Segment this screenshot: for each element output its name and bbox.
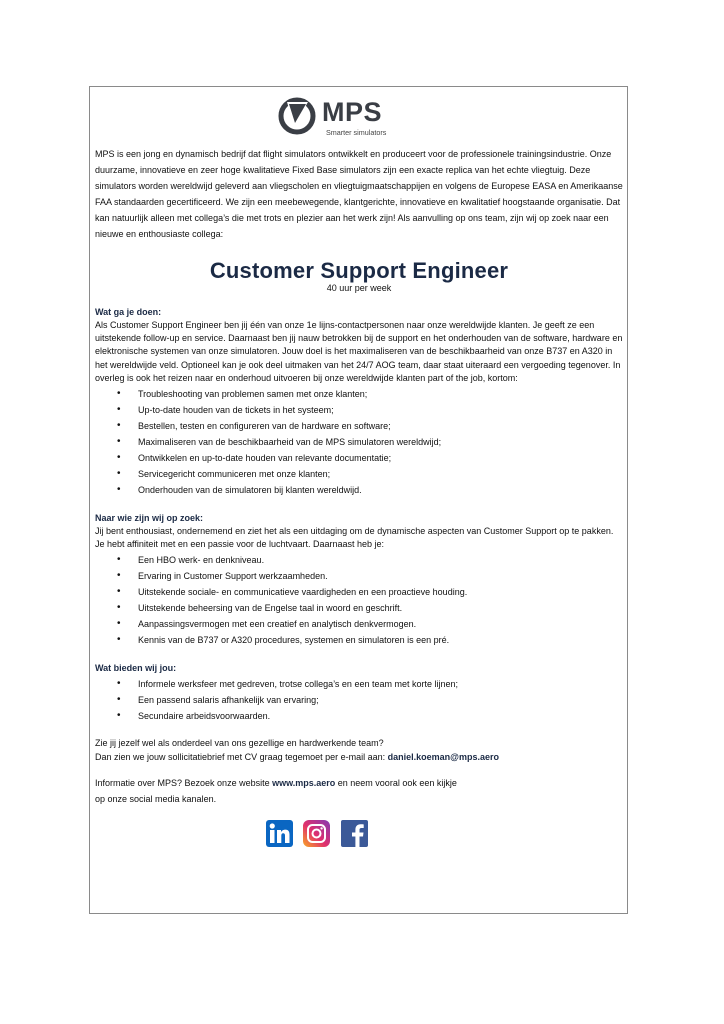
- offer-list: [95, 676, 623, 724]
- info-line-1: [95, 777, 623, 791]
- job-hours: 40 uur per week: [326, 283, 392, 293]
- spacer: [95, 498, 623, 511]
- list-item: • Een passend salaris afhankelijk van ervaring;: [95, 692, 623, 708]
- list-item: • Uitstekende sociale- en communicatieve vaardigheden en een proactieve houding.: [95, 584, 623, 600]
- list-item: • Een HBO werk- en denkniveau.: [95, 552, 623, 568]
- list-item: • Aanpassingsvermogen met een creatief en analytisch denkvermogen.: [95, 616, 623, 632]
- list-item: • Bestellen, testen en configureren van de hardware en software;: [95, 418, 623, 434]
- facebook-icon[interactable]: [341, 820, 368, 847]
- spacer: [95, 648, 623, 661]
- vacancy-content: [95, 146, 623, 806]
- list-item: • Secundaire arbeidsvoorwaarden.: [95, 708, 623, 724]
- apply-line-2: [95, 751, 623, 765]
- info-block: [95, 777, 623, 806]
- linkedin-icon[interactable]: [266, 820, 293, 847]
- intro-paragraph: MPS is een jong en dynamisch bedrijf dat flight simulators ontwikkelt en produceert voor de professionele trainingsindustrie. Onze duurzame, innovatieve en zeer hoge kwalitatieve Fixed Base simulators zijn een exacte replica van het echte vliegtuig. Deze simulators worden wereldwijd geleverd aan vliegscholen en vliegtuigmaatschappijen en volgens de Europese EASA en Amerikaanse FAA standaarden gecertificeerd. We zijn een meebewegende, klantgerichte, innovatieve en kwalitatief hoogstaande organisatie. Dat kan natuurlijk alleen met collega’s die met trots en plezier aan het werk zijn! Als aanvulling op ons team, zijn wij op zoek naar een nieuwe en enthousiaste collega:: [95, 149, 623, 239]
- apply-line-1: Zie jij jezelf wel als onderdeel van ons gezellige en hardwerkende team?: [95, 738, 384, 749]
- apply-block: [95, 737, 623, 764]
- list-item: • Up-to-date houden van de tickets in het systeem;: [95, 402, 623, 418]
- job-title: Customer Support Engineer: [209, 258, 509, 283]
- info-text-suffix: en neem vooral ook een kijkje: [335, 778, 457, 789]
- section-heading-tasks: Wat ga je doen:: [95, 307, 162, 317]
- tasks-paragraph: Als Customer Support Engineer ben jij één van onze 1e lijns-contactpersonen naar onze wereldwijde klanten. Je geeft ze een uitstekende follow-up en service. Daarnaast ben jij nauw betrokken bij de support en het onderhouden van de software, hardware en elektronische systemen van onze simulatoren. Jouw doel is het maximaliseren van de beschikbaarheid van onze B737 en A320 in het wereldwijde veld. Optioneel kan je ook deel uitmaken van het 24/7 AOG team, daar staat uiteraard een vergoeding tegenover. In overleg is ook het reizen naar en onderhoud uitvoeren bij onze wereldwijde klanten part of the job, kortom:: [95, 320, 623, 383]
- info-line-2: op onze social media kanalen.: [95, 793, 217, 804]
- list-item: • Servicegericht communiceren met onze klanten;: [95, 466, 623, 482]
- website-link[interactable]: www.mps.aero: [272, 778, 336, 789]
- list-item: • Ontwikkelen en up-to-date houden van relevante documentatie;: [95, 450, 623, 466]
- list-item: • Maximaliseren van de beschikbaarheid van de MPS simulatoren wereldwijd;: [95, 434, 623, 450]
- spacer: [95, 724, 623, 737]
- section-heading-profile: Naar wie zijn wij op zoek:: [95, 513, 204, 524]
- list-item: • Uitstekende beheersing van de Engelse taal in woord en geschrift.: [95, 600, 623, 616]
- list-item: • Onderhouden van de simulatoren bij klanten wereldwijd.: [95, 482, 623, 498]
- profile-paragraph: Jij bent enthousiast, ondernemend en ziet het als een uitdaging om de dynamische aspecten van Customer Support op te pakken. Je hebt affiniteit met en een passie voor de luchtvaart. Daarnaast heb je:: [95, 526, 614, 550]
- list-item: • Kennis van de B737 or A320 procedures, systemen en simulatoren is een pré.: [95, 632, 623, 648]
- section-heading-offer: Wat bieden wij jou:: [95, 663, 177, 674]
- email-link[interactable]: daniel.koeman@mps.aero: [387, 751, 499, 762]
- profile-list: [95, 552, 623, 648]
- list-item: • Troubleshooting van problemen samen met onze klanten;: [95, 386, 623, 402]
- logo-tagline: Smarter simulators: [326, 128, 387, 137]
- info-text: Informatie over MPS? Bezoek onze website: [95, 778, 273, 789]
- instagram-icon[interactable]: [303, 820, 330, 847]
- list-item: • Informele werksfeer met gedreven, trotse collega’s en een team met korte lijnen;: [95, 676, 623, 692]
- list-item: • Ervaring in Customer Support werkzaamheden.: [95, 568, 623, 584]
- apply-text: Dan zien we jouw sollicitatiebrief met CV graag tegemoet per e-mail aan:: [95, 751, 388, 762]
- logo-wordmark: MPS: [322, 97, 383, 127]
- spacer: [95, 764, 623, 777]
- tasks-list: [95, 386, 623, 498]
